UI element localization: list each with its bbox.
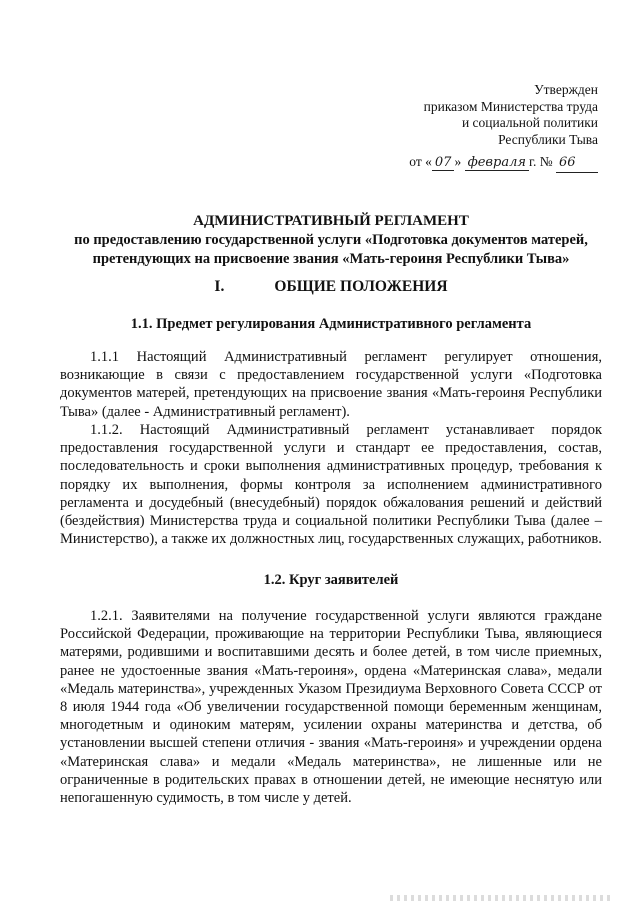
title-line-2: по предоставлению государственной услуги «Подготовка документов матерей, [74,232,588,248]
order-date-line [409,154,598,173]
title-main: АДМИНИСТРАТИВНЫЙ РЕГЛАМЕНТ [193,213,469,229]
scan-artifact [390,895,610,901]
order-date-prefix: от « [409,154,432,169]
order-number-handwritten: 66 [556,155,598,173]
paragraph-1-1-1: 1.1.1 Настоящий Административный регламент регулирует отношения, возникающие в связи с предоставлением государственной услуги «Подготовка документов матерей, претендующих на присвоение звания «Мать-героиня Республики Тыва» (далее - Административный регламент). [60,349,602,420]
approval-line-ministry: и социальной политики [461,115,598,130]
title-line-3: претендующих на присвоение звания «Мать-героиня Республики Тыва» [92,251,570,267]
document-title [60,212,602,269]
approval-line-approved: Утвержден [534,82,598,97]
order-date-mid: » [454,154,462,169]
subsection-heading-1-1: 1.1. Предмет регулирования Административного регламента [130,316,532,332]
section-numeral: I. [214,278,225,295]
approval-line-republic: Республики Тыва [498,131,598,147]
section-title: ОБЩИЕ ПОЛОЖЕНИЯ [274,278,448,295]
order-day-handwritten: 07 [432,155,455,171]
approval-stamp [409,82,598,173]
subsection-heading-1-2: 1.2. Круг заявителей [263,572,399,588]
section-heading-general [60,278,602,296]
approval-line-order: приказом Министерства труда [423,98,598,114]
order-year-sep: г. № [528,154,553,169]
paragraph-1-1-2: 1.1.2. Настоящий Административный регламент устанавливает порядок предоставления государственной услуги и стандарт ее предоставления, состав, последовательность и сроки выполнения административных процедур, требования к порядку их выполнения, формы контроля за исполнением административного регламента и досудебный (внесудебный) порядок обжалования решений и действий (бездействия) Министерства труда и социальной политики Республики Тыва (далее – Министерство), а также их должностных лиц, государственных служащих, работников. [60,422,602,548]
paragraph-1-2-1: 1.2.1. Заявителями на получение государственной услуги являются граждане Российской Федерации, проживающие на территории Республики Тыва, являющиеся матерями, родившими и воспитавшими десять и более детей, в том числе приемных, ранее не удостоенные звания «Мать-героиня», ордена «Материнская слава», медали «Медаль материнства», учрежденных Указом Президиума Верховного Совета СССР от 8 июля 1944 года «Об увеличении государственной помощи беременным женщинам, многодетным и одиноким матерям, усилении охраны материнства и детства, об установлении высшей степени отличия - звания «Мать-героиня» и учреждении ордена «Материнская слава» и медали «Медаль материнства», не лишенные или не ограниченные в родительских правах в отношении детей, не имеющие неснятую или непогашенную судимость, в том числе у детей. [60,608,602,807]
order-month-handwritten: февраля [465,155,529,171]
